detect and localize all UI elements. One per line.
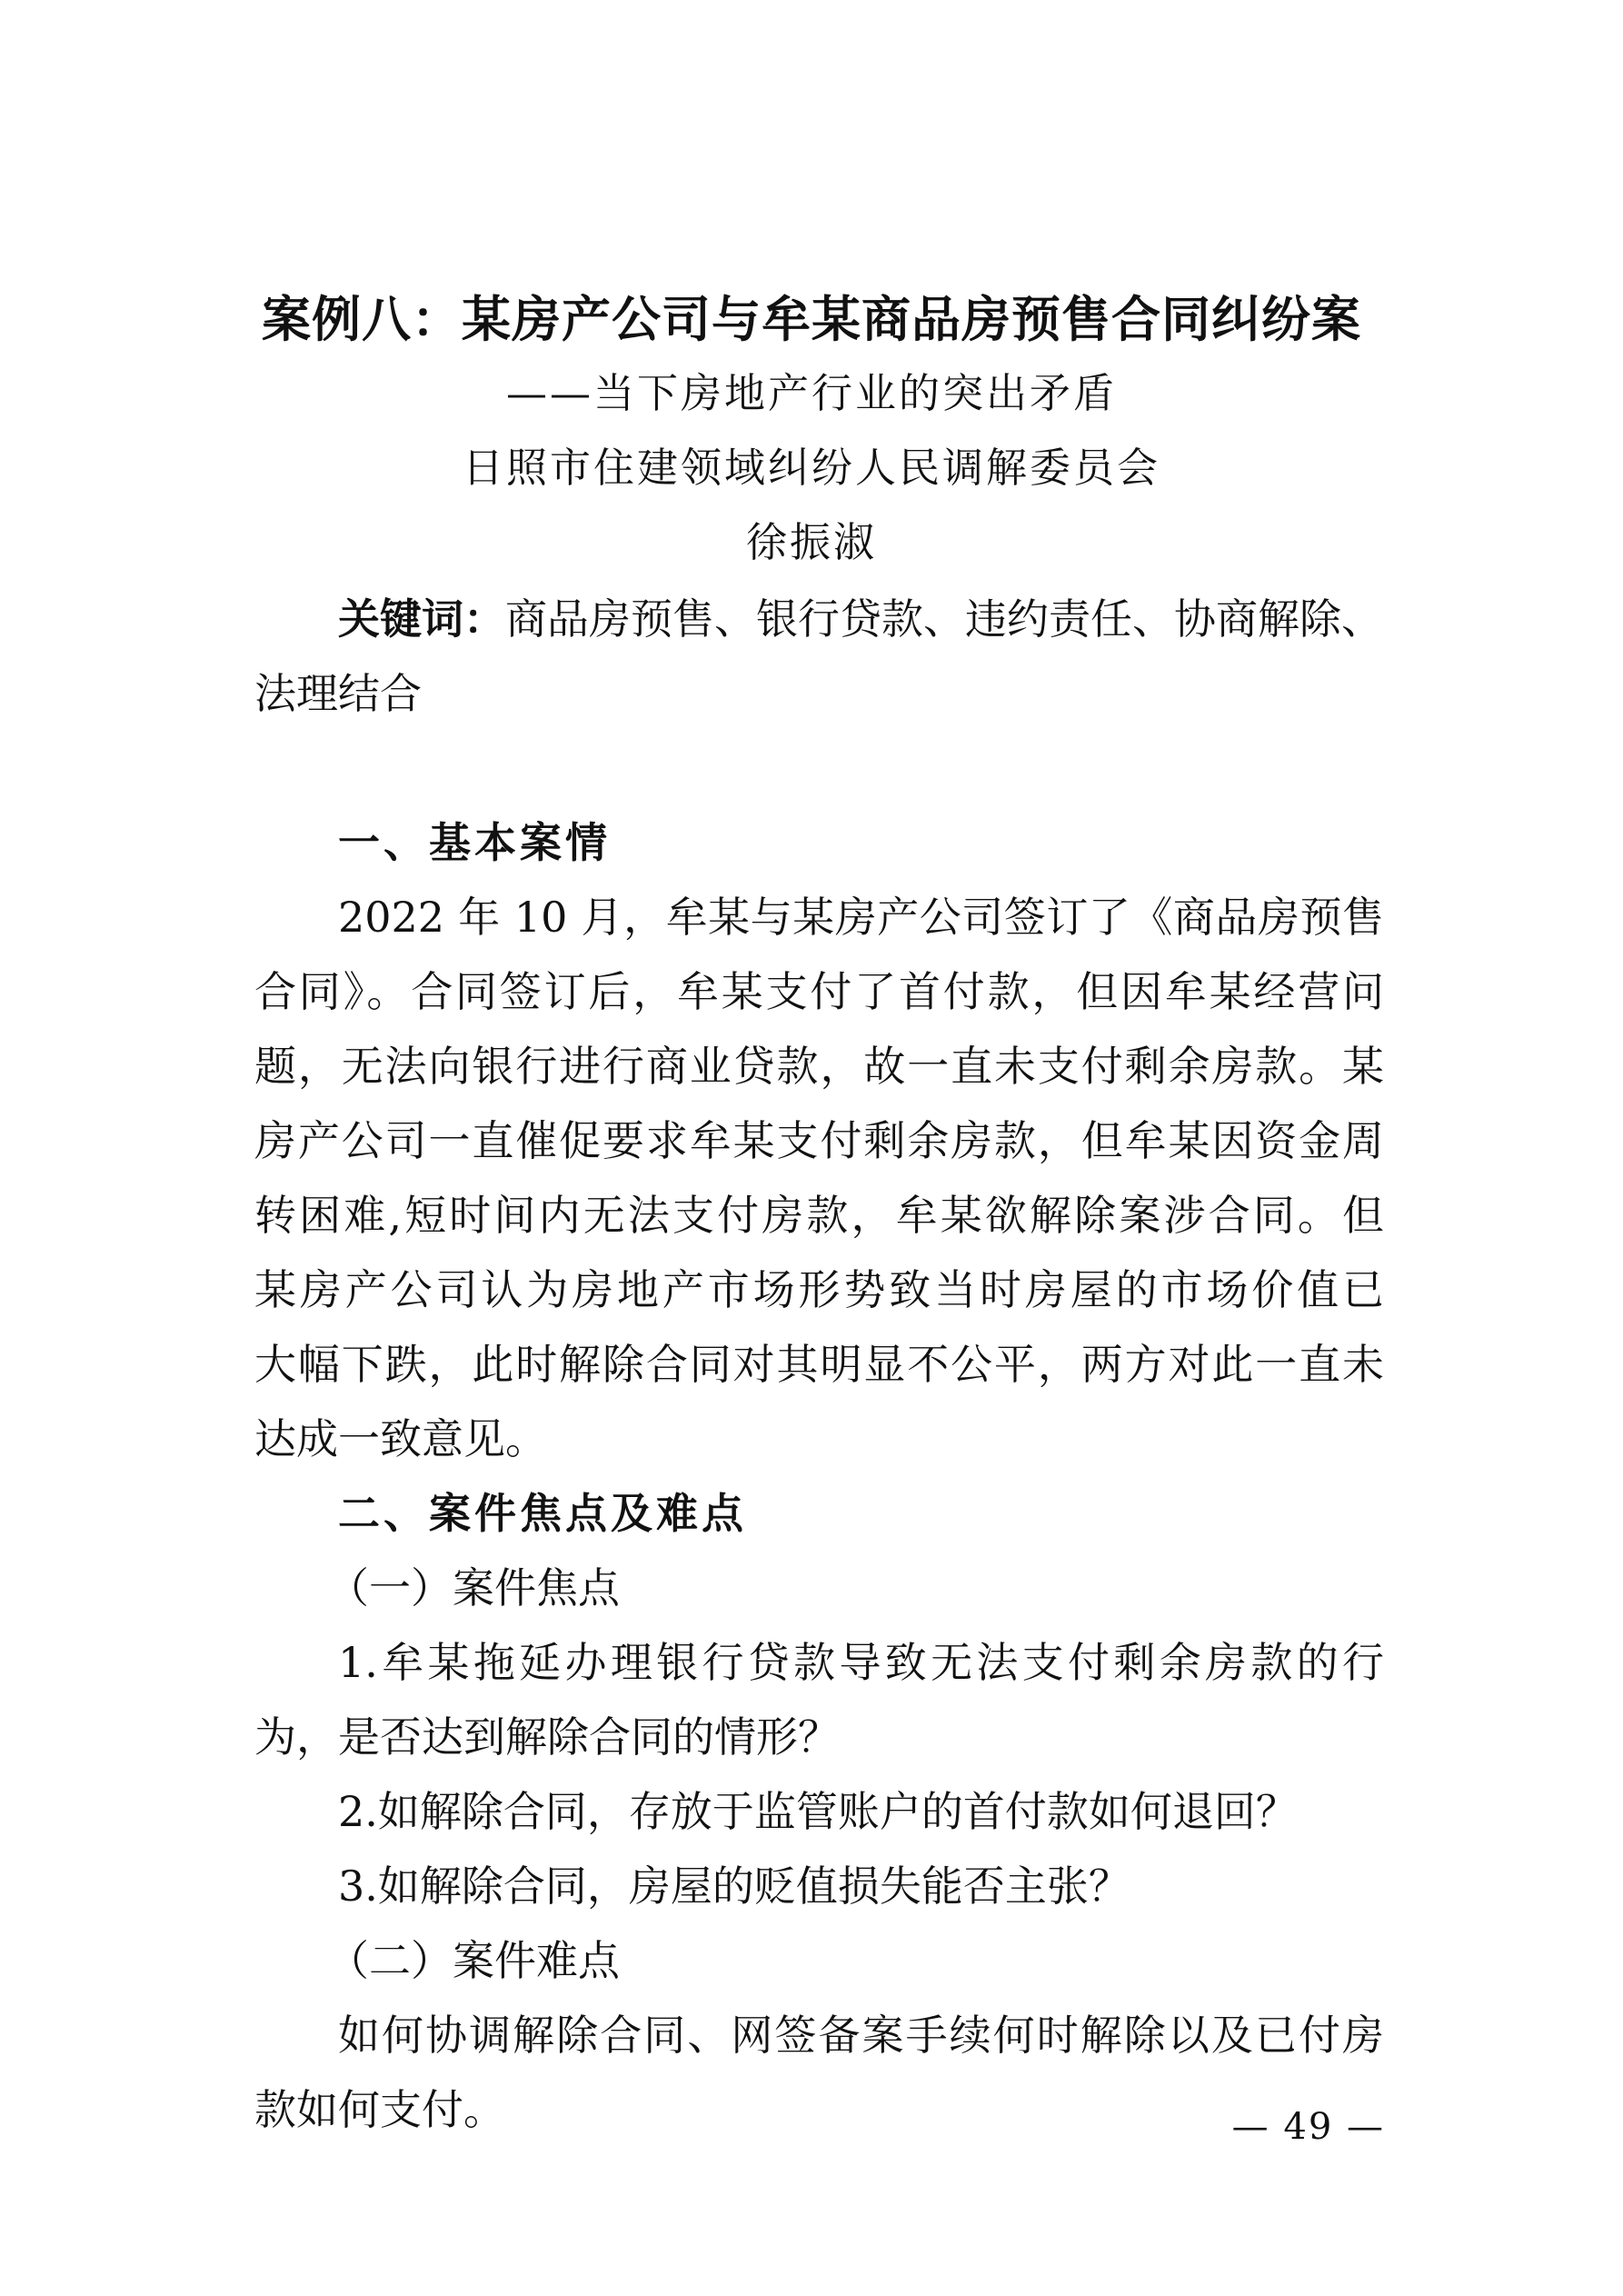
subsection-difficulty-heading: （二）案件难点 xyxy=(327,1936,620,1985)
paragraph-line: 转困难,短时间内无法支付房款，牟某欲解除案涉合同。但 xyxy=(254,1191,1384,1240)
focus-item-1-continuation: 为，是否达到解除合同的情形？ xyxy=(254,1712,840,1762)
paragraph-line: 2022 年 10 月，牟某与某房产公司签订了《商品房预售 xyxy=(338,893,1384,942)
difficulty-line: 如何协调解除合同、网签备案手续何时解除以及已付房 xyxy=(338,2011,1384,2060)
section2-heading: 二、案件焦点及难点 xyxy=(338,1489,747,1538)
section-spacer xyxy=(254,731,1384,805)
keywords-label: 关键词： xyxy=(338,594,505,644)
organization-name: 日照市住建领域纠纷人民调解委员会 xyxy=(462,444,1160,492)
focus-item-1: 1.牟某拖延办理银行贷款导致无法支付剩余房款的行 xyxy=(338,1638,1384,1687)
section1-heading: 一、基本案情 xyxy=(338,818,611,867)
document-subtitle: ——当下房地产行业的突出矛盾 xyxy=(505,369,1117,417)
focus-item-3: 3.如解除合同，房屋的贬值损失能否主张？ xyxy=(338,1862,1130,1911)
subsection-focus-heading: （一）案件焦点 xyxy=(327,1563,620,1612)
page-number: — 49 — xyxy=(1231,2106,1385,2148)
focus-item-2: 2.如解除合同，存放于监管账户的首付款如何退回？ xyxy=(338,1787,1298,1836)
paragraph-line: 合同》。合同签订后，牟某支付了首付款，但因牟某经营问 xyxy=(254,967,1384,1016)
paragraph-line: 某房产公司认为房地产市场形势致当时房屋的市场价值已 xyxy=(254,1265,1384,1314)
keywords-line xyxy=(254,582,1384,656)
keywords-continuation: 法理结合 xyxy=(254,669,422,718)
difficulty-line-continuation: 款如何支付。 xyxy=(254,2085,505,2134)
paragraph-line: 题，无法向银行进行商业贷款，故一直未支付剩余房款。某 xyxy=(254,1042,1384,1091)
paragraph-line: 达成一致意见。 xyxy=(254,1414,547,1463)
document-body xyxy=(254,582,1384,2147)
author-name: 徐振淑 xyxy=(745,518,877,566)
paragraph-line: 大幅下跌，此时解除合同对其明显不公平，两方对此一直未 xyxy=(254,1340,1384,1389)
keywords-text: 商品房预售、银行贷款、违约责任、协商解除、 xyxy=(505,594,1383,644)
paragraph-line: 房产公司一直催促要求牟某支付剩余房款，但牟某因资金周 xyxy=(254,1116,1384,1165)
document-title: 案例八：某房产公司与牟某商品房预售合同纠纷案 xyxy=(262,291,1361,348)
